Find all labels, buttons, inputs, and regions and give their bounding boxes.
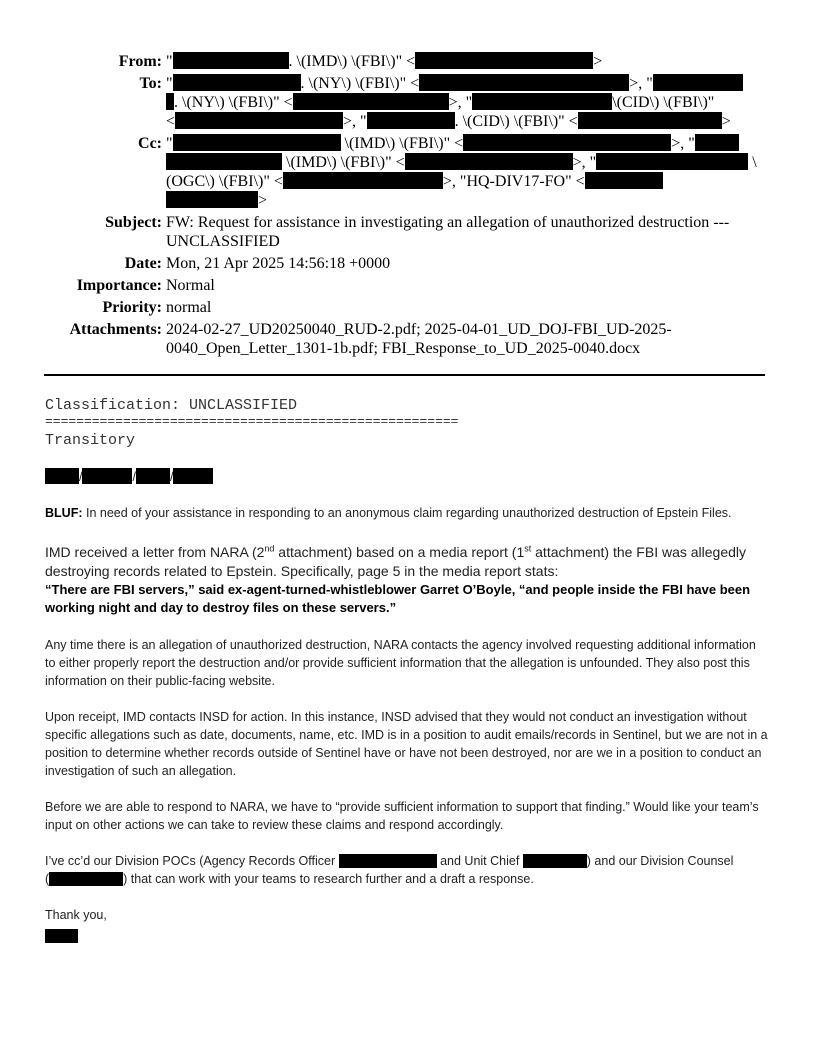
redaction (415, 52, 593, 69)
redaction (173, 74, 301, 91)
redaction (173, 134, 341, 151)
date-label: Date: (124, 255, 162, 272)
attachments-label: Attachments: (69, 321, 162, 338)
redacted-initials-line: / / / (45, 468, 769, 486)
priority-row (40, 298, 770, 317)
redaction (45, 929, 78, 943)
redaction (472, 93, 612, 110)
bluf-paragraph: BLUF: In need of your assistance in responding to an anonymous claim regarding unauthorized destruction of Epstein Files. (45, 506, 732, 520)
redaction (166, 191, 258, 208)
signature-line (45, 927, 769, 945)
bluf-label: BLUF: (45, 506, 83, 520)
paragraph-division-pocs: I’ve cc’d our Division POCs (Agency Records Officer and Unit Chief ) and our Division Counsel ( ) that can work with your teams to research further and a draft a response. (45, 854, 734, 886)
separator-line: ===================================================== (45, 414, 459, 429)
redaction (166, 93, 174, 110)
redaction (339, 854, 437, 868)
redaction (82, 468, 132, 484)
paragraph-nara-process: Any time there is an allegation of unauthorized destruction, NARA contacts the agency involved requesting additional information to either properly report the destruction and/or provide sufficient information that the allegation is unfounded. They also post this information on their public-facing website. (45, 638, 756, 688)
redaction (419, 74, 629, 91)
redaction (695, 134, 739, 151)
redaction (653, 74, 743, 91)
paragraph-respond-nara: Before we are able to respond to NARA, we have to “provide sufficient information to support that finding.” Would like your team’s input on other actions we can take to review these claims and respond accordingly. (45, 800, 759, 832)
paragraph-insd-action: Upon receipt, IMD contacts INSD for action. In this instance, INSD advised that they would not conduct an investigation without specific allegations such as date, documents, name, etc. IMD is in a position to audit emails/records in Sentinel, but we are not in a position to determine whether records outside of Sentinel have or have not been destroyed, nor are we in a position to conduct an investigation of such an allegation. (45, 710, 768, 778)
attachments-row (40, 320, 770, 358)
from-label: From: (118, 53, 162, 70)
cc-label: Cc: (138, 135, 162, 152)
to-value: " . \(NY\) \(FBI\)" < >, " . \(NY\) \(FBI\)" < >, " \(CID\) \(FBI\)" < >, " . \(CID\) \(FBI\)" < > (166, 74, 770, 131)
cc-value: " \(IMD\) \(FBI\)" < >, " \(IMD\) \(FBI\)" < >, " \ (OGC\) \(FBI\)" < >, "HQ-DIV17-FO" < > (166, 135, 757, 209)
redaction (596, 153, 748, 170)
redaction (293, 93, 449, 110)
redaction (523, 854, 587, 868)
importance-value: Normal (166, 277, 215, 294)
header-divider (44, 374, 765, 376)
redaction (175, 112, 343, 129)
redaction (49, 872, 123, 886)
from-value: " . \(IMD\) \(FBI\)" < > (166, 53, 603, 70)
classification-line: Classification: UNCLASSIFIED (45, 397, 298, 414)
redaction (463, 134, 671, 151)
subject-row (40, 213, 770, 251)
cc-row (40, 134, 770, 210)
redaction (45, 468, 79, 484)
redaction (585, 172, 663, 189)
redaction (405, 153, 573, 170)
importance-label: Importance: (76, 277, 162, 294)
attachments-value: 2024-02-27_UD20250040_RUD-2.pdf; 2025-04-01_UD_DOJ-FBI_UD-2025-0040_Open_Letter_1301-1b.pdf; FBI_Response_to_UD_2025-0040.docx (166, 321, 672, 357)
priority-value: normal (166, 299, 212, 316)
subject-label: Subject: (105, 214, 162, 231)
redaction (578, 112, 722, 129)
closing: Thank you, (45, 908, 107, 922)
redaction (166, 153, 282, 170)
media-quote: “There are FBI servers,” said ex-agent-turned-whistleblower Garret O’Boyle, “and people inside the FBI have been working night and day to destroy files on these servers.” (45, 582, 751, 615)
paragraph-nara-letter: IMD received a letter from NARA (2nd attachment) based on a media report (1st attachment) the FBI was allegedly destroying records related to Epstein. Specifically, page 5 in the media report stats: (45, 543, 747, 579)
to-row (40, 74, 770, 131)
transitory-line: Transitory (45, 432, 136, 449)
date-value: Mon, 21 Apr 2025 14:56:18 +0000 (166, 255, 391, 272)
redaction (283, 172, 443, 189)
redaction (173, 52, 289, 69)
redaction (136, 468, 170, 484)
priority-label: Priority: (102, 299, 162, 316)
subject-value: FW: Request for assistance in investigating an allegation of unauthorized destruction --- UNCLASSIFIED (166, 214, 730, 250)
to-label: To: (139, 75, 162, 92)
importance-row (40, 276, 770, 295)
redaction (367, 112, 455, 129)
email-header (40, 52, 770, 361)
from-row (40, 52, 770, 71)
date-row (40, 254, 770, 273)
redaction (173, 468, 213, 484)
